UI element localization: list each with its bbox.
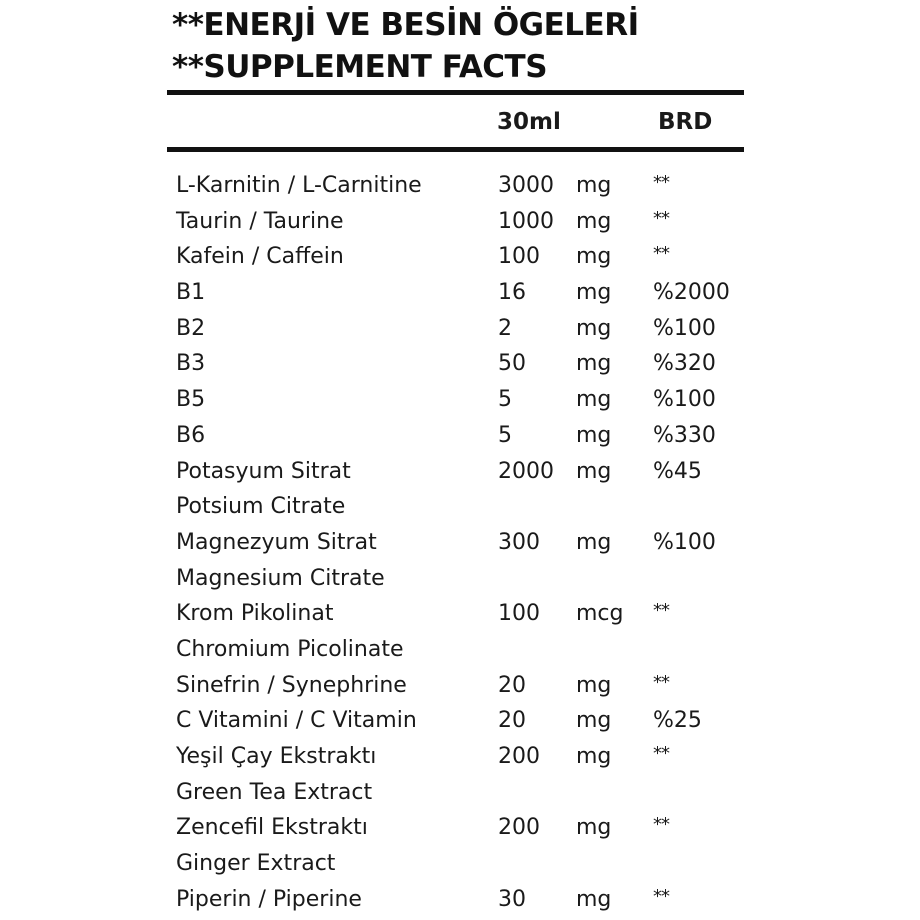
nutrient-name: Magnesium Citrate: [176, 565, 385, 591]
nutrient-unit: mg: [576, 458, 612, 484]
nutrient-brd: %25: [653, 708, 702, 734]
table-row: [0, 454, 920, 490]
nutrient-name: B1: [176, 280, 206, 306]
nutrient-name: Taurin / Taurine: [176, 208, 344, 234]
nutrient-name: B2: [176, 315, 206, 341]
nutrient-amount: 1000: [498, 208, 554, 234]
nutrient-brd: **: [653, 743, 669, 764]
amount-column-header: 30ml: [497, 109, 561, 135]
title-turkish: **ENERJİ VE BESİN ÖGELERİ: [172, 7, 639, 43]
nutrient-unit: mg: [576, 708, 612, 734]
nutrient-name: C Vitamini / C Vitamin: [176, 708, 417, 734]
nutrient-name: Green Tea Extract: [176, 779, 373, 805]
table-row: [0, 561, 920, 597]
nutrient-amount: 30: [498, 886, 526, 912]
nutrient-name: Ginger Extract: [176, 851, 336, 877]
nutrient-name: L-Karnitin / L-Carnitine: [176, 173, 422, 198]
nutrient-brd: %330: [653, 422, 716, 448]
table-row: [0, 703, 920, 739]
nutrient-name: Magnezyum Sitrat: [176, 529, 377, 555]
nutrient-amount: 16: [498, 280, 526, 306]
nutrient-brd: **: [653, 207, 669, 229]
nutrient-unit: mg: [576, 886, 612, 912]
brd-column-header: BRD: [658, 109, 713, 135]
nutrient-name: Potsium Citrate: [176, 494, 346, 520]
table-row: [0, 810, 920, 846]
table-row: [0, 632, 920, 668]
nutrient-name: Sinefrin / Synephrine: [176, 672, 407, 698]
nutrient-brd: **: [653, 172, 669, 193]
table-row: [0, 346, 920, 382]
table-row: [0, 168, 920, 204]
column-header-row: [0, 102, 920, 142]
nutrient-name: B3: [176, 351, 206, 377]
nutrient-brd: **: [653, 671, 669, 693]
nutrient-name: Kafein / Caffein: [176, 244, 344, 270]
nutrient-amount: 20: [498, 708, 526, 734]
table-row: [0, 382, 920, 418]
nutrient-brd: %2000: [653, 280, 730, 306]
nutrient-name: Krom Pikolinat: [176, 601, 334, 627]
nutrient-brd: **: [653, 814, 669, 836]
nutrient-unit: mg: [576, 815, 612, 841]
nutrient-name: Potasyum Sitrat: [176, 458, 351, 484]
nutrient-brd: %100: [653, 529, 716, 555]
table-row: [0, 204, 920, 240]
table-row: [0, 596, 920, 632]
nutrient-name: Chromium Picolinate: [176, 636, 404, 662]
nutrient-name: Zencefil Ekstraktı: [176, 815, 368, 841]
table-row: [0, 418, 920, 454]
nutrient-amount: 2: [498, 315, 512, 341]
nutrient-amount: 3000: [498, 173, 554, 198]
table-row: [0, 846, 920, 882]
table-row: [0, 489, 920, 525]
nutrient-unit: mg: [576, 208, 612, 234]
facts-title: [172, 4, 752, 88]
nutrient-amount: 50: [498, 351, 526, 377]
nutrient-amount: 5: [498, 387, 512, 413]
nutrient-unit: mg: [576, 173, 612, 198]
nutrient-unit: mg: [576, 529, 612, 555]
table-row: [0, 311, 920, 347]
nutrient-name: B5: [176, 387, 206, 413]
nutrient-brd: **: [653, 885, 669, 907]
table-row: [0, 239, 920, 275]
nutrient-amount: 5: [498, 422, 512, 448]
nutrient-amount: 100: [498, 244, 540, 270]
nutrient-unit: mcg: [576, 601, 624, 627]
nutrient-brd: %100: [653, 387, 716, 413]
header-top-rule: [167, 90, 744, 95]
title-english: **SUPPLEMENT FACTS: [172, 49, 548, 85]
nutrient-brd: **: [653, 243, 669, 265]
nutrient-unit: mg: [576, 244, 612, 270]
nutrient-brd: %100: [653, 315, 716, 341]
table-row: [0, 525, 920, 561]
nutrient-name: Piperin / Piperine: [176, 886, 362, 912]
table-row: [0, 775, 920, 811]
nutrient-amount: 2000: [498, 458, 554, 484]
nutrient-brd: **: [653, 600, 669, 622]
table-row: [0, 882, 920, 918]
nutrient-brd: %45: [653, 458, 702, 484]
nutrient-unit: mg: [576, 387, 612, 413]
nutrient-unit: mg: [576, 744, 612, 769]
nutrient-amount: 200: [498, 815, 540, 841]
nutrient-amount: 300: [498, 529, 540, 555]
nutrient-name: Yeşil Çay Ekstraktı: [176, 744, 377, 769]
nutrient-unit: mg: [576, 315, 612, 341]
nutrient-unit: mg: [576, 280, 612, 306]
nutrient-brd: %320: [653, 351, 716, 377]
header-bottom-rule: [167, 147, 744, 152]
nutrient-unit: mg: [576, 672, 612, 698]
nutrient-unit: mg: [576, 422, 612, 448]
nutrient-amount: 20: [498, 672, 526, 698]
nutrient-amount: 100: [498, 601, 540, 627]
nutrient-name: B6: [176, 422, 206, 448]
table-row: [0, 275, 920, 311]
nutrient-unit: mg: [576, 351, 612, 377]
nutrient-table: [0, 168, 920, 917]
table-row: [0, 668, 920, 704]
table-row: [0, 739, 920, 775]
nutrient-amount: 200: [498, 744, 540, 769]
